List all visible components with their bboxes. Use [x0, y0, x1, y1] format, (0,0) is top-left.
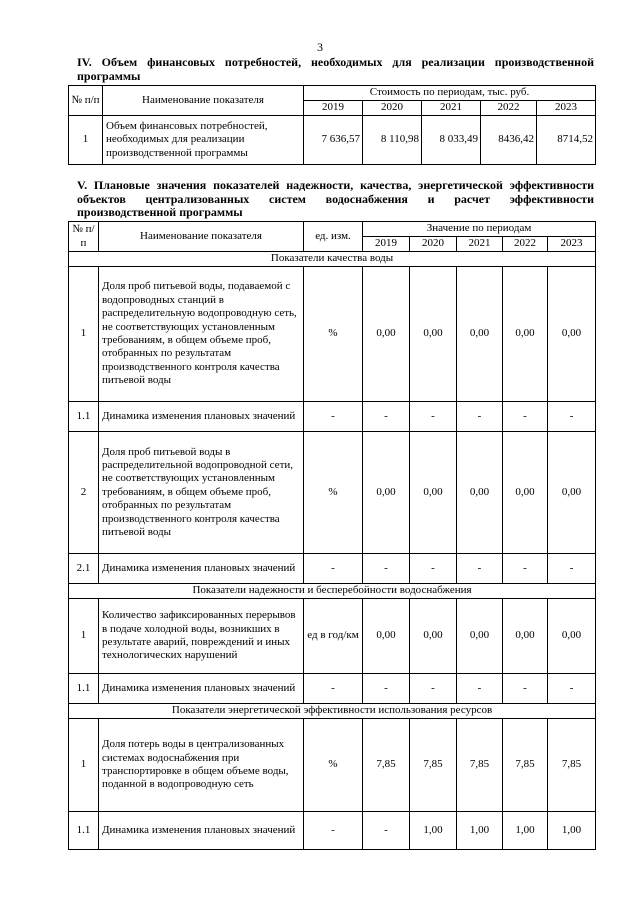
- value-cell: -: [363, 674, 410, 704]
- year-header: 2021: [457, 237, 503, 252]
- row-name: Динамика изменения плановых значений: [99, 402, 304, 432]
- value-cell: -: [363, 402, 410, 432]
- value-cell: 0,00: [363, 599, 410, 674]
- value-cell: 7,85: [548, 719, 596, 812]
- value-cell: 0,00: [503, 599, 548, 674]
- value-cell: -: [548, 554, 596, 584]
- section-5-title: V. Плановые значения показателей надежности, качества, энергетической эффективности объектов централизованных систем водоснабжения и расчет эффективности производственной программы: [77, 178, 594, 219]
- value-cell: -: [457, 554, 503, 584]
- row-unit: -: [304, 674, 363, 704]
- row-unit: %: [304, 267, 363, 402]
- row-name: Динамика изменения плановых значений: [99, 674, 304, 704]
- year-header: 2020: [410, 237, 457, 252]
- row-number: 1: [69, 599, 99, 674]
- value-cell: -: [410, 554, 457, 584]
- table-row: [69, 267, 596, 402]
- value-cell: 7,85: [457, 719, 503, 812]
- row-name: Количество зафиксированных перерывов в подаче холодной воды, возникших в результате аварий, повреждений и иных технологических нарушений: [99, 599, 304, 674]
- row-number: 1: [69, 267, 99, 402]
- value-cell: -: [548, 674, 596, 704]
- table-row: [69, 812, 596, 850]
- col-header-number: № п/п: [69, 222, 99, 252]
- value-cell: -: [363, 554, 410, 584]
- value-cell: -: [410, 674, 457, 704]
- value-cell: 0,00: [363, 432, 410, 554]
- col-header-period: Значение по периодам: [363, 222, 596, 237]
- value-cell: -: [503, 402, 548, 432]
- group-title-water-quality: Показатели качества воды: [69, 252, 596, 267]
- row-name: Динамика изменения плановых значений: [99, 812, 304, 850]
- year-header: 2020: [363, 101, 422, 116]
- row-number: 1.1: [69, 674, 99, 704]
- section-4-title: IV. Объем финансовых потребностей, необходимых для реализации производственной программы: [77, 55, 594, 83]
- col-header-number: № п/п: [69, 86, 103, 116]
- group-title-row: [69, 252, 596, 267]
- value-cell: 7,85: [363, 719, 410, 812]
- indicators-table: [68, 221, 596, 850]
- value-cell: 0,00: [410, 432, 457, 554]
- row-number: 2: [69, 432, 99, 554]
- year-header: 2021: [422, 101, 481, 116]
- group-title-row: [69, 704, 596, 719]
- group-title-row: [69, 584, 596, 599]
- row-unit: %: [304, 432, 363, 554]
- table-row: [69, 554, 596, 584]
- value-cell: 0,00: [503, 267, 548, 402]
- year-header: 2022: [481, 101, 537, 116]
- year-header: 2019: [304, 101, 363, 116]
- value-cell: 8714,52: [537, 116, 596, 165]
- row-name: Доля проб питьевой воды, подаваемой с водопроводных станций в распределительную водопроводную сеть, не соответствующих установленным требованиям, в общем объеме проб, отобранных по результатам производственного контроля качества питьевой воды: [99, 267, 304, 402]
- value-cell: 0,00: [457, 267, 503, 402]
- row-number: 1.1: [69, 812, 99, 850]
- value-cell: 1,00: [457, 812, 503, 850]
- col-header-cost: Стоимость по периодам, тыс. руб.: [304, 86, 596, 101]
- value-cell: 7,85: [503, 719, 548, 812]
- row-number: 1: [69, 719, 99, 812]
- year-header: 2023: [537, 101, 596, 116]
- value-cell: 0,00: [410, 267, 457, 402]
- value-cell: 1,00: [410, 812, 457, 850]
- table-header-row: [69, 86, 596, 101]
- year-header: 2019: [363, 237, 410, 252]
- value-cell: -: [503, 554, 548, 584]
- value-cell: 7,85: [410, 719, 457, 812]
- value-cell: 8 110,98: [363, 116, 422, 165]
- value-cell: 0,00: [457, 599, 503, 674]
- value-cell: 0,00: [548, 432, 596, 554]
- table-row: [69, 599, 596, 674]
- value-cell: 8 033,49: [422, 116, 481, 165]
- row-unit: ед в год/км: [304, 599, 363, 674]
- row-number: 1: [69, 116, 103, 165]
- value-cell: -: [457, 674, 503, 704]
- value-cell: 7 636,57: [304, 116, 363, 165]
- table-row: [69, 402, 596, 432]
- value-cell: -: [410, 402, 457, 432]
- value-cell: 1,00: [503, 812, 548, 850]
- table-row: [69, 719, 596, 812]
- group-title-energy-efficiency: Показатели энергетической эффективности использования ресурсов: [69, 704, 596, 719]
- year-header: 2022: [503, 237, 548, 252]
- value-cell: 0,00: [363, 267, 410, 402]
- row-name: Доля проб питьевой воды в распределительной водопроводной сети, не соответствующих установленным требованиям, в общем объеме проб, отобранных по результатам производственного контроля качества питьевой воды: [99, 432, 304, 554]
- row-number: 1.1: [69, 402, 99, 432]
- value-cell: 0,00: [410, 599, 457, 674]
- table-row: [69, 674, 596, 704]
- row-name: Динамика изменения плановых значений: [99, 554, 304, 584]
- row-unit: -: [304, 402, 363, 432]
- group-title-reliability: Показатели надежности и бесперебойности водоснабжения: [69, 584, 596, 599]
- value-cell: -: [457, 402, 503, 432]
- table-header-row: [69, 222, 596, 237]
- col-header-name: Наименование показателя: [103, 86, 304, 116]
- value-cell: 0,00: [457, 432, 503, 554]
- value-cell: 0,00: [503, 432, 548, 554]
- row-name: Доля потерь воды в централизованных системах водоснабжения при транспортировке в общем объеме воды, поданной в водопроводную сеть: [99, 719, 304, 812]
- value-cell: 1,00: [548, 812, 596, 850]
- col-header-name: Наименование показателя: [99, 222, 304, 252]
- table-row: [69, 116, 596, 165]
- value-cell: -: [363, 812, 410, 850]
- year-header: 2023: [548, 237, 596, 252]
- row-number: 2.1: [69, 554, 99, 584]
- value-cell: 8436,42: [481, 116, 537, 165]
- table-row: [69, 432, 596, 554]
- row-unit: -: [304, 554, 363, 584]
- value-cell: -: [503, 674, 548, 704]
- row-name: Объем финансовых потребностей, необходимых для реализации производственной программы: [103, 116, 304, 165]
- financial-needs-table: [68, 85, 596, 165]
- value-cell: 0,00: [548, 599, 596, 674]
- value-cell: -: [548, 402, 596, 432]
- col-header-unit: ед. изм.: [304, 222, 363, 252]
- row-unit: %: [304, 719, 363, 812]
- page-number: 3: [317, 40, 323, 54]
- value-cell: 0,00: [548, 267, 596, 402]
- row-unit: -: [304, 812, 363, 850]
